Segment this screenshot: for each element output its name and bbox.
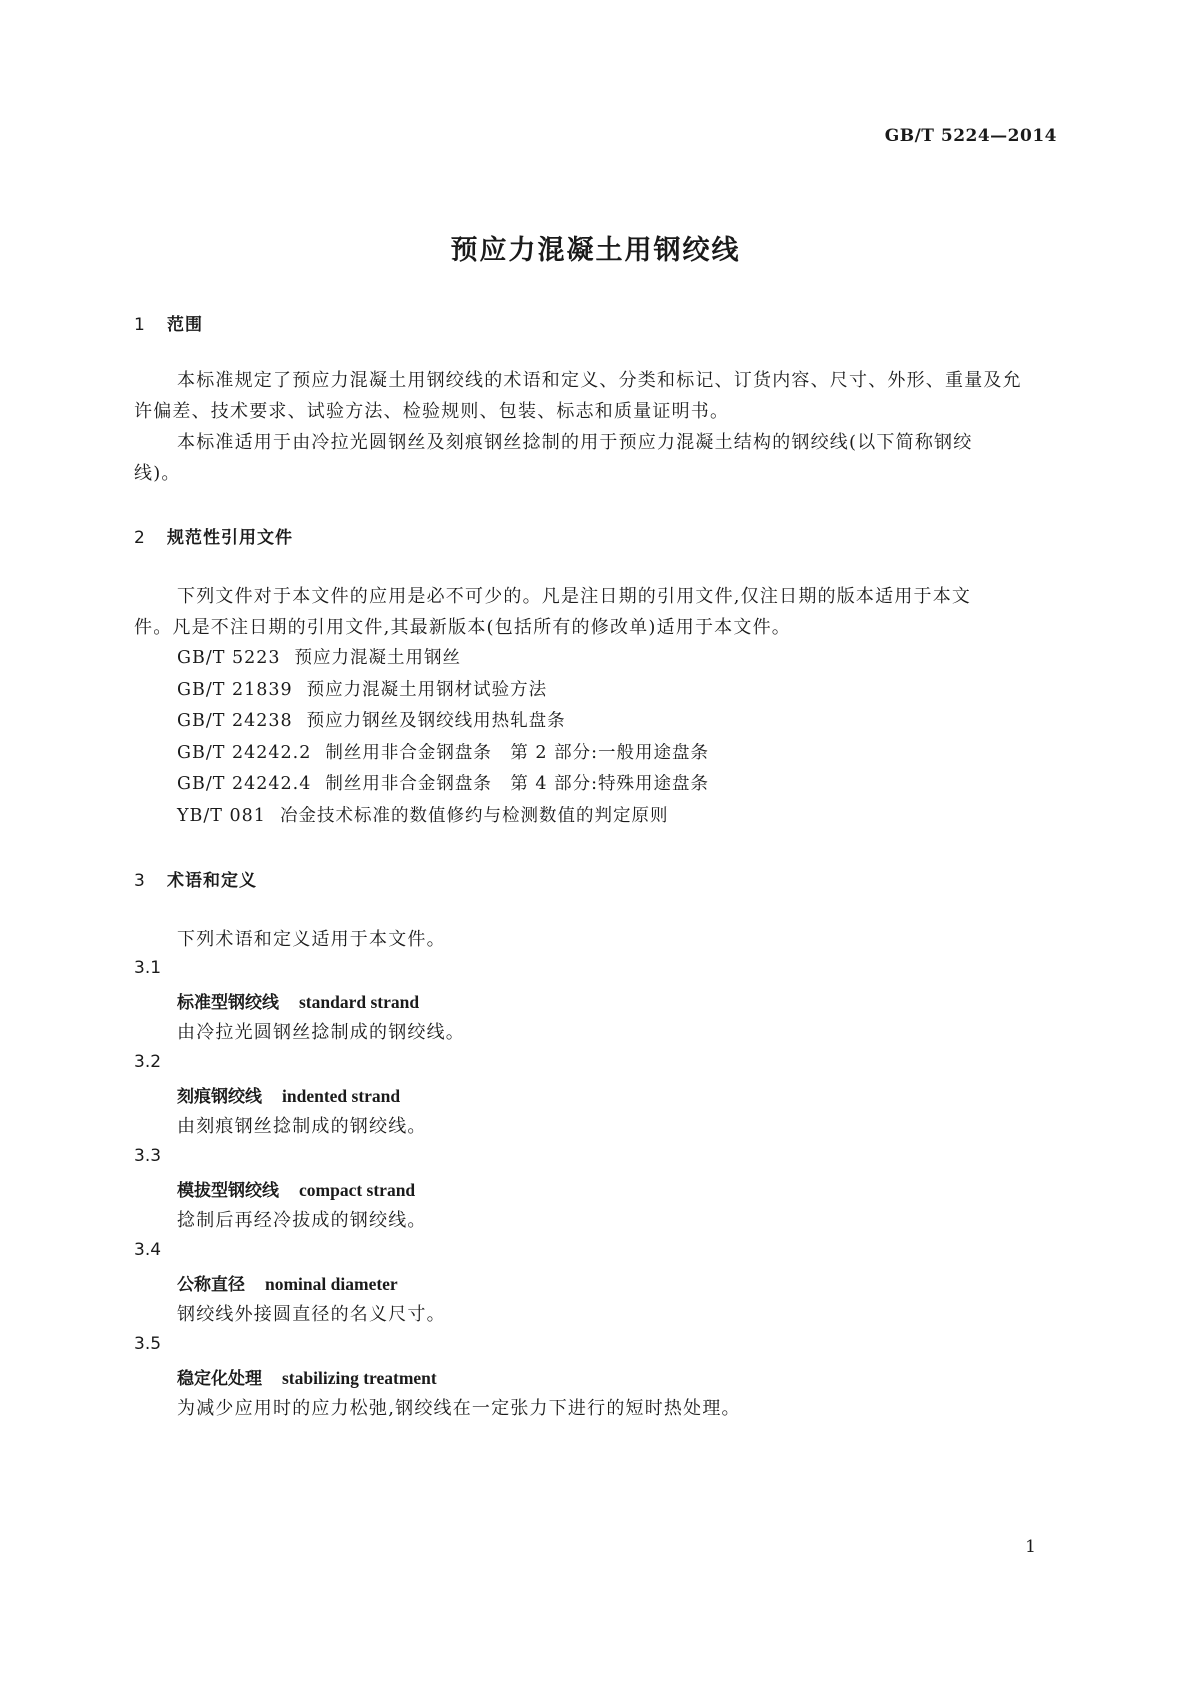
reference-code: GB/T 24242.4 <box>177 774 312 794</box>
standard-number: GB/T 5224—2014 <box>884 126 1057 146</box>
term-zh: 刻痕钢绞线 <box>177 1087 262 1107</box>
term-definition: 为减少应用时的应力松弛,钢绞线在一定张力下进行的短时热处理。 <box>177 1398 741 1419</box>
clause-number: 3.5 <box>134 1334 162 1354</box>
term-entry <box>177 1364 437 1389</box>
paragraph-line: 下列文件对于本文件的应用是必不可少的。凡是注日期的引用文件,仅注日期的版本适用于本文 <box>177 586 972 607</box>
paragraph-line: 许偏差、技术要求、试验方法、检验规则、包装、标志和质量证明书。 <box>134 401 730 422</box>
section-title: 规范性引用文件 <box>167 528 293 548</box>
reference-title: 预应力混凝土用钢丝 <box>294 648 462 668</box>
reference-title: 制丝用非合金钢盘条 第 4 部分:特殊用途盘条 <box>325 774 709 794</box>
paragraph-line: 本标准规定了预应力混凝土用钢绞线的术语和定义、分类和标记、订货内容、尺寸、外形、重量及允 <box>177 370 1022 391</box>
paragraph-line: 件。凡是不注日期的引用文件,其最新版本(包括所有的修改单)适用于本文件。 <box>134 617 791 638</box>
term-entry <box>177 1082 400 1107</box>
term-definition: 捻制后再经冷拔成的钢绞线。 <box>177 1210 427 1231</box>
section-1-heading <box>134 310 203 335</box>
term-zh: 公称直径 <box>177 1275 245 1295</box>
clause-number: 3.1 <box>134 958 162 978</box>
section-2-heading <box>134 523 293 548</box>
term-en: stabilizing treatment <box>282 1368 437 1388</box>
term-zh: 稳定化处理 <box>177 1369 262 1389</box>
normative-reference <box>177 676 547 701</box>
section-number: 3 <box>134 871 146 891</box>
term-entry <box>177 988 419 1013</box>
paragraph-line: 下列术语和定义适用于本文件。 <box>177 929 446 950</box>
section-3-heading <box>134 866 257 891</box>
reference-code: GB/T 21839 <box>177 680 293 700</box>
reference-title: 冶金技术标准的数值修约与检测数值的判定原则 <box>279 806 669 826</box>
document-title: 预应力混凝土用钢绞线 <box>450 235 741 266</box>
term-entry <box>177 1270 398 1295</box>
term-en: compact strand <box>299 1180 416 1200</box>
reference-title: 预应力混凝土用钢材试验方法 <box>306 680 548 700</box>
normative-reference <box>177 707 566 732</box>
term-entry <box>177 1176 415 1201</box>
normative-reference <box>177 644 461 669</box>
reference-title: 预应力钢丝及钢绞线用热轧盘条 <box>306 711 566 731</box>
section-number: 1 <box>134 315 146 335</box>
reference-code: GB/T 24242.2 <box>177 743 312 763</box>
reference-title: 制丝用非合金钢盘条 第 2 部分:一般用途盘条 <box>325 743 709 763</box>
term-en: indented strand <box>282 1086 401 1106</box>
term-definition: 钢绞线外接圆直径的名义尺寸。 <box>177 1304 446 1325</box>
clause-number: 3.3 <box>134 1146 162 1166</box>
term-zh: 模拔型钢绞线 <box>177 1181 279 1201</box>
reference-code: GB/T 24238 <box>177 711 293 731</box>
term-definition: 由冷拉光圆钢丝捻制成的钢绞线。 <box>177 1022 465 1043</box>
section-title: 范围 <box>167 315 203 335</box>
term-en: nominal diameter <box>265 1274 398 1294</box>
term-en: standard strand <box>299 992 420 1012</box>
clause-number: 3.4 <box>134 1240 162 1260</box>
paragraph-line: 线)。 <box>134 463 181 484</box>
term-zh: 标准型钢绞线 <box>177 993 279 1013</box>
reference-code: GB/T 5223 <box>177 648 281 668</box>
section-title: 术语和定义 <box>167 871 257 891</box>
normative-reference <box>177 739 709 764</box>
reference-code: YB/T 081 <box>177 806 266 826</box>
normative-reference <box>177 802 668 827</box>
page-number: 1 <box>1025 1537 1036 1557</box>
paragraph-line: 本标准适用于由冷拉光圆钢丝及刻痕钢丝捻制的用于预应力混凝土结构的钢绞线(以下简称钢绞 <box>177 432 973 453</box>
clause-number: 3.2 <box>134 1052 162 1072</box>
section-number: 2 <box>134 528 146 548</box>
term-definition: 由刻痕钢丝捻制成的钢绞线。 <box>177 1116 427 1137</box>
normative-reference <box>177 770 709 795</box>
